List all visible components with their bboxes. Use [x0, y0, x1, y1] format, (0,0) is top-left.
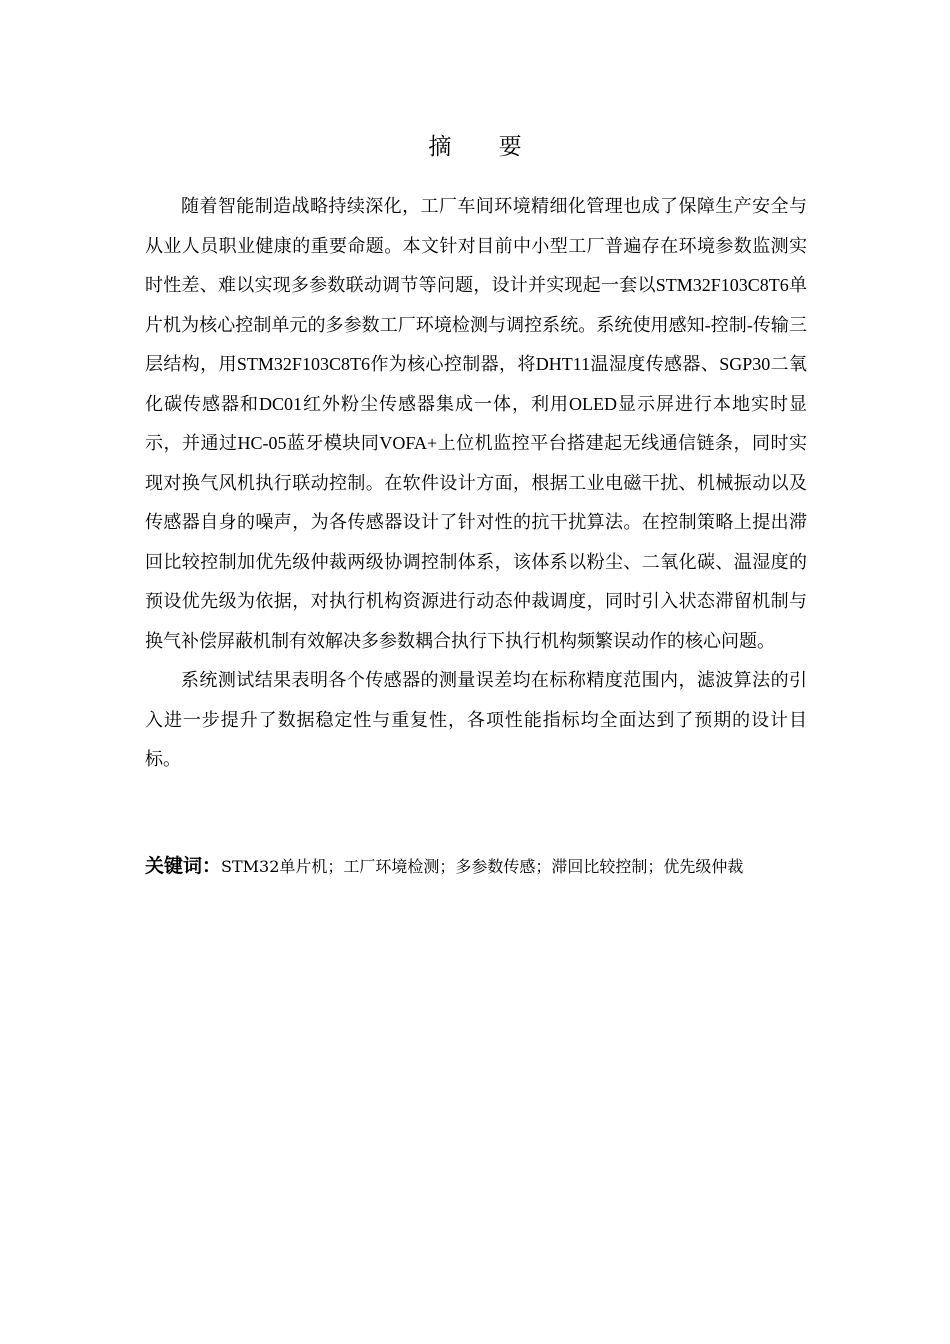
- abstract-paragraph-2: 系统测试结果表明各个传感器的测量误差均在标称精度范围内，滤波算法的引入进一步提升了数据稳定性与重复性，各项性能指标均全面达到了预期的设计目标。: [145, 670, 807, 769]
- keywords-label: 关键词：: [145, 855, 222, 877]
- keywords-text: STM32单片机；工厂环境检测；多参数传感；滞回比较控制；优先级仲裁: [221, 857, 744, 876]
- page-title: 摘 要: [428, 134, 542, 160]
- abstract-paragraph-1: 随着智能制造战略持续深化，工厂车间环境精细化管理也成了保障生产安全与从业人员职业健康的重要命题。本文针对目前中小型工厂普遍存在环境参数监测实时性差、难以实现多参数联动调节等问题，设计并实现起一套以STM32F103C8T6单片机为核心控制单元的多参数工厂环境检测与调控系统。系统使用感知-控制-传输三层结构，用STM32F103C8T6作为核心控制器，将DHT11温湿度传感器、SGP30二氧化碳传感器和DC01红外粉尘传感器集成一体，利用OLED显示屏进行本地实时显示，并通过HC-05蓝牙模块同VOFA+上位机监控平台搭建起无线通信链条，同时实现对换气风机执行联动控制。在软件设计方面，根据工业电磁干扰、机械振动以及传感器自身的噪声，为各传感器设计了针对性的抗干扰算法。在控制策略上提出滞回比较控制加优先级仲裁两级协调控制体系，该体系以粉尘、二氧化碳、温湿度的预设优先级为依据，对执行机构资源进行动态仲裁调度，同时引入状态滞留机制与换气补偿屏蔽机制有效解决多参数耦合执行下执行机构频繁误动作的核心问题。: [145, 196, 807, 651]
- abstract-body: [145, 187, 807, 780]
- keywords-section: [145, 853, 807, 881]
